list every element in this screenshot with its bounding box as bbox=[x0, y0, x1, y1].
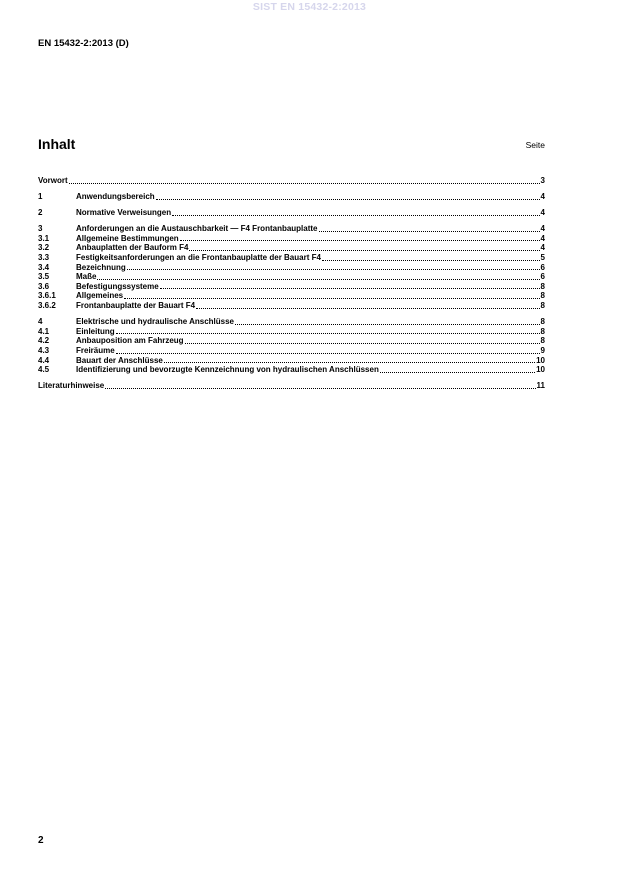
toc-entry[interactable] bbox=[38, 301, 545, 311]
page-number: 2 bbox=[38, 835, 44, 846]
toc-entry[interactable] bbox=[38, 192, 545, 202]
toc-leader-dots bbox=[160, 282, 540, 289]
toc-entry-title: Anbauposition am Fahrzeug bbox=[76, 336, 184, 346]
toc-entry[interactable] bbox=[38, 356, 545, 366]
toc-leader-dots bbox=[380, 366, 535, 373]
toc-entry-page: 4 bbox=[540, 233, 545, 243]
toc-entry-title: Anwendungsbereich bbox=[76, 192, 155, 202]
toc-leader-dots bbox=[156, 193, 540, 200]
toc-entry-number: 2 bbox=[38, 208, 43, 218]
toc-entry-title: Identifizierung und bevorzugte Kennzeichnung von hydraulischen Anschlüssen bbox=[76, 365, 379, 375]
toc-entry-title: Anbauplatten der Bauform F4 bbox=[76, 243, 189, 253]
toc-entry[interactable] bbox=[38, 282, 545, 292]
watermark: SIST EN 15432-2:2013 bbox=[252, 1, 367, 13]
toc-leader-dots bbox=[127, 263, 540, 270]
toc-entry[interactable] bbox=[38, 291, 545, 301]
toc-entry-number: 3.5 bbox=[38, 272, 50, 282]
toc-entry-number: 3.6.1 bbox=[38, 291, 56, 301]
table-of-contents bbox=[38, 176, 545, 391]
toc-entry-number: 4.2 bbox=[38, 336, 50, 346]
toc-entry-page: 10 bbox=[536, 365, 545, 375]
toc-entry-page: 5 bbox=[540, 253, 545, 263]
toc-entry-title: Allgemeines bbox=[76, 291, 124, 301]
toc-entry[interactable] bbox=[38, 272, 545, 282]
document-id: EN 15432-2:2013 (D) bbox=[38, 38, 129, 49]
toc-entry-number: 1 bbox=[38, 192, 43, 202]
toc-entry[interactable] bbox=[38, 253, 545, 263]
toc-entry-title: Vorwort bbox=[38, 176, 68, 185]
toc-entry-page: 4 bbox=[540, 192, 545, 202]
toc-leader-dots bbox=[235, 318, 540, 325]
toc-entry[interactable] bbox=[38, 365, 545, 375]
toc-entry-number: 3.6 bbox=[38, 281, 50, 291]
toc-entry-page: 4 bbox=[540, 208, 545, 218]
toc-entry-title: Literaturhinweise bbox=[38, 381, 105, 391]
toc-entry-page: 4 bbox=[540, 224, 545, 234]
toc-entry[interactable] bbox=[38, 234, 545, 244]
toc-entry-title: Frontanbauplatte der Bauart F4 bbox=[76, 301, 196, 311]
toc-entry-page: 6 bbox=[540, 262, 545, 272]
toc-entry-number: 3.6.2 bbox=[38, 301, 56, 311]
toc-entry-page: 9 bbox=[540, 345, 545, 355]
toc-leader-dots bbox=[180, 234, 540, 241]
toc-entry-title: Befestigungssysteme bbox=[76, 281, 159, 291]
toc-leader-dots bbox=[172, 209, 539, 216]
toc-entry-title: Einleitung bbox=[76, 326, 115, 336]
toc-entry-number: 3.1 bbox=[38, 233, 50, 243]
toc-entry-title: Freiräume bbox=[76, 345, 115, 355]
toc-entry[interactable] bbox=[38, 336, 545, 346]
toc-leader-dots bbox=[116, 347, 540, 354]
toc-entry-title: Normative Verweisungen bbox=[76, 208, 172, 218]
toc-title: Inhalt bbox=[38, 136, 76, 152]
toc-leader-dots bbox=[185, 337, 540, 344]
toc-entry-number: 4 bbox=[38, 317, 43, 327]
toc-leader-dots bbox=[69, 177, 540, 184]
toc-entry[interactable] bbox=[38, 381, 545, 391]
toc-entry-page: 11 bbox=[536, 381, 545, 391]
toc-entry-title: Bezeichnung bbox=[76, 262, 126, 272]
toc-entry-title: Bauart der Anschlüsse bbox=[76, 355, 163, 365]
toc-entry-title: Elektrische und hydraulische Anschlüsse bbox=[76, 317, 234, 327]
toc-entry-number: 4.1 bbox=[38, 326, 50, 336]
toc-leader-dots bbox=[164, 356, 535, 363]
toc-entry-number: 3 bbox=[38, 224, 43, 234]
toc-entry[interactable] bbox=[38, 263, 545, 273]
toc-leader-dots bbox=[97, 273, 539, 280]
toc-leader-dots bbox=[322, 254, 540, 261]
toc-entry-number: 3.3 bbox=[38, 253, 50, 263]
toc-entry-page: 4 bbox=[540, 243, 545, 253]
toc-entry-page: 8 bbox=[540, 291, 545, 301]
toc-entry[interactable] bbox=[38, 224, 545, 234]
toc-entry-page: 3 bbox=[540, 176, 545, 185]
toc-entry[interactable] bbox=[38, 243, 545, 253]
toc-entry-title: Anforderungen an die Austauschbarkeit — F4 Frontanbauplatte bbox=[76, 224, 318, 234]
toc-entry-page: 8 bbox=[540, 281, 545, 291]
toc-entry[interactable] bbox=[38, 327, 545, 337]
toc-leader-dots bbox=[196, 302, 539, 309]
toc-entry-page: 10 bbox=[536, 355, 545, 365]
toc-entry-page: 8 bbox=[540, 317, 545, 327]
toc-leader-dots bbox=[189, 244, 539, 251]
toc-entry-page: 8 bbox=[540, 336, 545, 346]
toc-entry-number: 4.4 bbox=[38, 355, 50, 365]
toc-entry-title: Allgemeine Bestimmungen bbox=[76, 233, 179, 243]
toc-entry[interactable] bbox=[38, 346, 545, 356]
toc-entry-number: 4.5 bbox=[38, 365, 50, 375]
toc-entry-page: 8 bbox=[540, 326, 545, 336]
toc-entry-title: Festigkeitsanforderungen an die Frontanbauplatte der Bauart F4 bbox=[76, 253, 321, 263]
page-column-label: Seite bbox=[525, 140, 545, 150]
toc-leader-dots bbox=[116, 327, 540, 334]
toc-entry-page: 6 bbox=[540, 272, 545, 282]
toc-leader-dots bbox=[105, 382, 535, 389]
toc-entry-number: 3.4 bbox=[38, 262, 50, 272]
toc-entry-page: 8 bbox=[540, 301, 545, 311]
toc-entry-title: Maße bbox=[76, 272, 97, 282]
toc-entry-number: 4.3 bbox=[38, 345, 50, 355]
toc-entry[interactable] bbox=[38, 208, 545, 218]
toc-leader-dots bbox=[319, 225, 540, 232]
toc-leader-dots bbox=[124, 292, 539, 299]
toc-entry[interactable] bbox=[38, 176, 545, 186]
toc-entry-number: 3.2 bbox=[38, 243, 50, 253]
toc-entry[interactable] bbox=[38, 317, 545, 327]
